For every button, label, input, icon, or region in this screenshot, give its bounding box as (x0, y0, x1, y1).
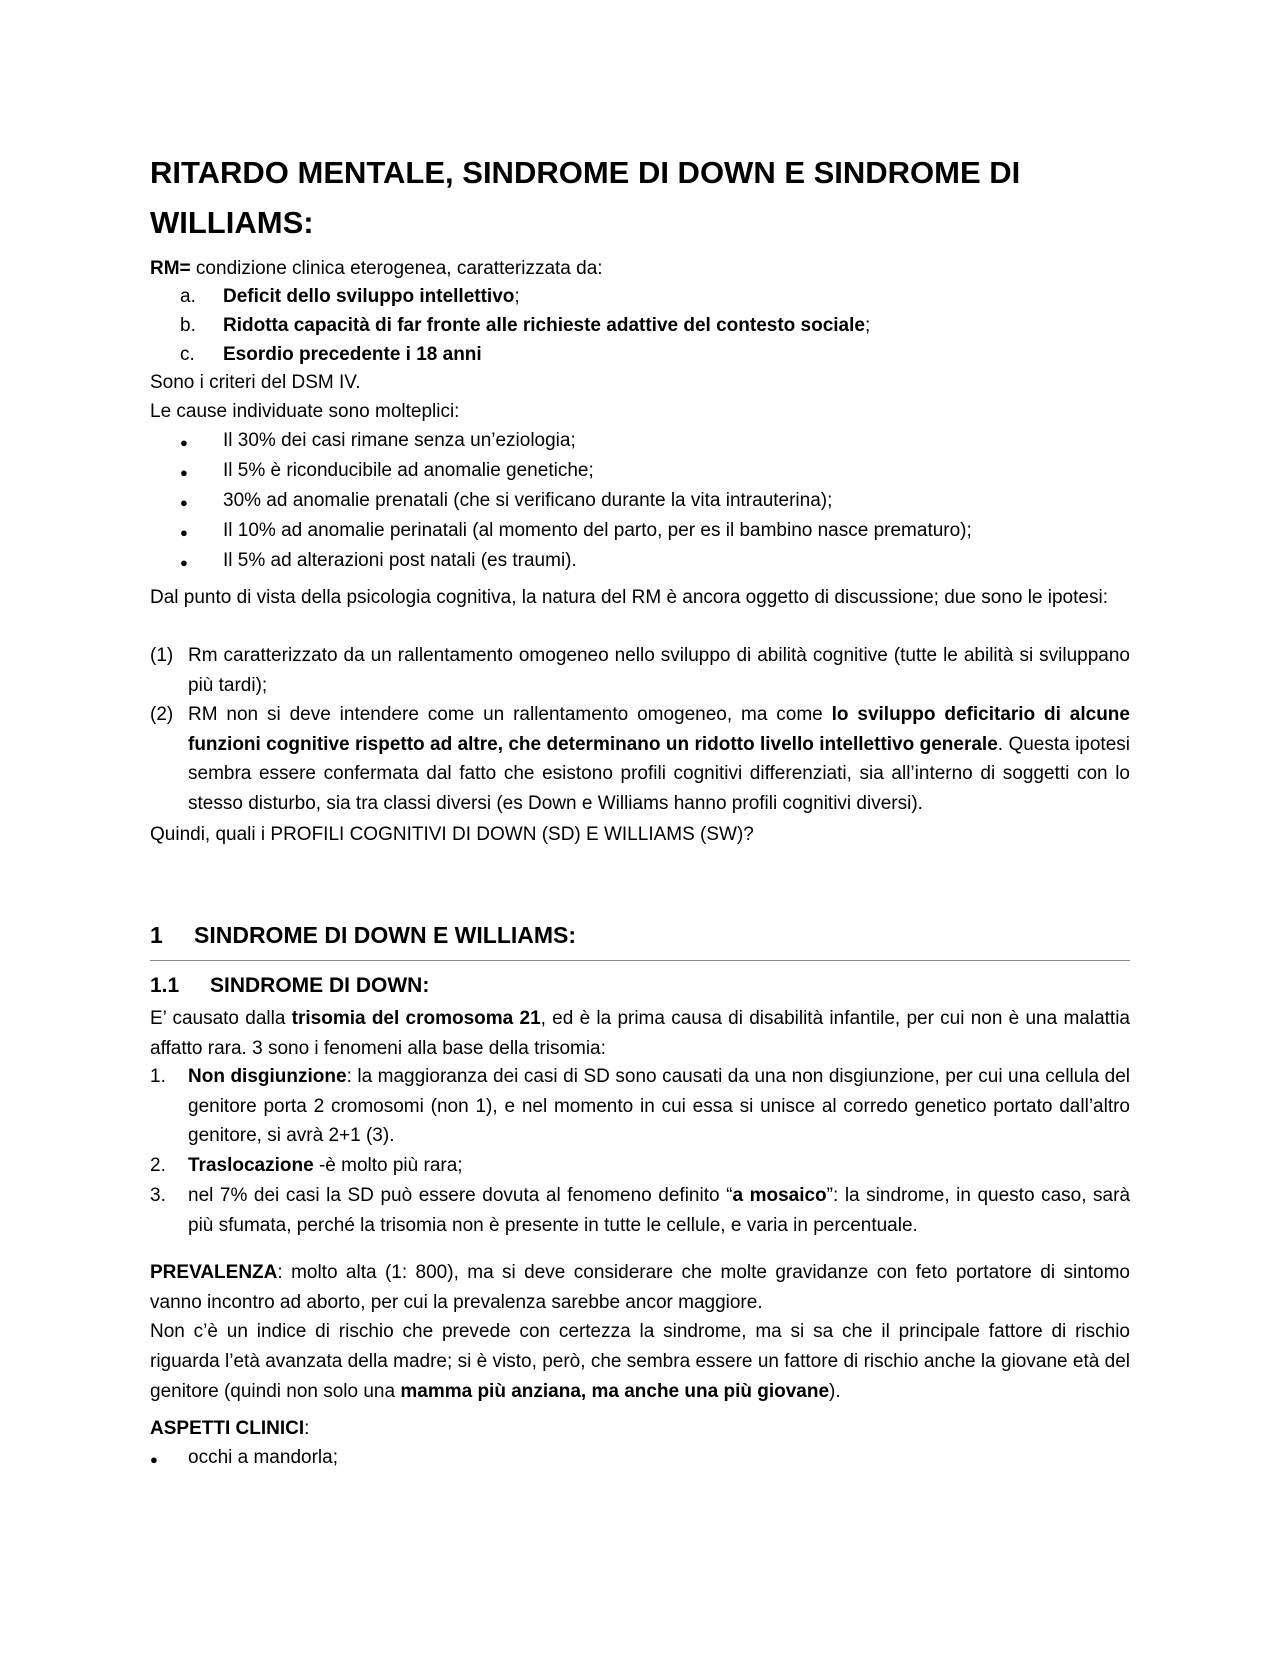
down-intro-post: , ed è la prima causa di disabilità infantile, per cui non è una malattia affatto rara. 3 sono i fenomeni alla base della trisomia: (150, 1008, 1130, 1059)
down-intro (150, 1004, 1130, 1064)
hypothesis-item (150, 641, 1130, 701)
phenomenon-text (188, 1062, 1130, 1151)
list-marker: (1) (150, 645, 174, 666)
phenomenon-bold: Traslocazione (188, 1155, 314, 1176)
section-title: SINDROME DI DOWN E WILLIAMS: (194, 922, 577, 948)
document-page (150, 0, 1130, 1656)
dsm-note: Sono i criteri del DSM IV. (150, 372, 361, 393)
phenomenon-pre: nel 7% dei casi la SD può essere dovuta al fenomeno definito “ (188, 1185, 733, 1206)
phenomenon-item (150, 1062, 1130, 1151)
list-marker: c. (180, 344, 195, 365)
prevalence-paragraph (150, 1258, 1130, 1318)
prevalence-text: : molto alta (1: 800), ma si deve considerare che molte gravidanze con feto portatore di sintomo vanno incontro ad aborto, per cui la prevalenza sarebbe ancor maggiore. (150, 1262, 1130, 1313)
risk-bold: mamma più anziana, ma anche una più giovane (400, 1381, 830, 1402)
down-intro-bold: trisomia del cromosoma 21 (291, 1008, 541, 1029)
list-marker: a. (180, 286, 196, 307)
question-line: Quindi, quali i PROFILI COGNITIVI DI DOWN (SD) E WILLIAMS (SW)? (150, 824, 754, 845)
cause-text: Il 5% ad alterazioni post natali (es traumi). (223, 550, 577, 571)
hypothesis-text: Rm caratterizzato da un rallentamento omogeneo nello sviluppo di abilità cognitive (tutte le abilità si sviluppano più tardi); (188, 645, 1130, 696)
phenomenon-bold: a mosaico (732, 1185, 827, 1206)
cause-text: Il 10% ad anomalie perinatali (al momento del parto, per es il bambino nasce prematuro); (223, 520, 972, 541)
phenomenon-item (150, 1151, 1130, 1181)
bullet-icon: ● (150, 1452, 158, 1467)
rm-text: condizione clinica eterogenea, caratterizzata da: (190, 258, 603, 279)
list-marker: 1. (150, 1066, 166, 1087)
clinical-colon: : (304, 1418, 310, 1439)
phenomenon-item (150, 1181, 1130, 1240)
phenomenon-post: ”: la sindrome, in questo caso, sarà più sfumata, perché la trisomia non è presente in tutte le cellule, e varia in percentuale. (188, 1185, 1131, 1236)
phenomenon-post: -è molto più rara; (313, 1155, 463, 1176)
cause-text: 30% ad anomalie prenatali (che si verificano durante la vita intrauterina); (223, 490, 833, 511)
hypothesis-text (188, 700, 1130, 818)
criteria-suffix: ; (514, 286, 520, 307)
down-intro-pre: E’ causato dalla (150, 1008, 292, 1029)
section-title: SINDROME DI DOWN: (210, 974, 430, 997)
phenomenon-text (188, 1181, 1130, 1240)
clinical-label: ASPETTI CLINICI (150, 1418, 305, 1439)
list-marker: b. (180, 315, 196, 336)
hypothesis-item (150, 700, 1130, 818)
criteria-suffix: ; (864, 315, 871, 336)
list-marker: (2) (150, 704, 174, 725)
prevalence-label: PREVALENZA (150, 1262, 278, 1283)
clinical-item-text: occhi a mandorla; (188, 1447, 338, 1468)
bullet-icon: ● (180, 435, 188, 450)
hypothesis-post: . Questa ipotesi sembra essere confermata dal fatto che esistono profili cognitivi differenziati, sia all’interno di soggetti con lo stesso disturbo, sia tra classi diversi (es Down e Williams hanno profili cognitivi diversi). (188, 733, 1130, 814)
list-marker: 2. (150, 1155, 166, 1176)
risk-paragraph (150, 1317, 1130, 1407)
risk-post: ). (829, 1381, 841, 1402)
phenomenon-text (188, 1151, 1130, 1181)
rm-definition (150, 256, 603, 282)
section-number: 1 (150, 922, 163, 948)
section-heading-1 (150, 922, 1130, 961)
bullet-icon: ● (180, 465, 188, 480)
bullet-icon: ● (180, 525, 188, 540)
document-title: RITARDO MENTALE, SINDROME DI DOWN E SINDROME DI WILLIAMS: (150, 155, 1021, 240)
criteria-text: Esordio precedente i 18 anni (223, 344, 482, 365)
criteria-text: Deficit dello sviluppo intellettivo (223, 286, 515, 307)
criteria-text: Ridotta capacità di far fronte alle richieste adattive del contesto sociale (223, 315, 865, 336)
cause-text: Il 5% è riconducibile ad anomalie genetiche; (223, 460, 594, 481)
section-number: 1.1 (150, 974, 180, 997)
cognitive-intro: Dal punto di vista della psicologia cognitiva, la natura del RM è ancora oggetto di discussione; due sono le ipotesi: (150, 587, 1108, 608)
risk-pre: Non c’è un indice di rischio che prevede con certezza la sindrome, ma si sa che il principale fattore di rischio riguarda l’età avanzata della madre; si è visto, però, che sembra essere un fattore di rischio anche la giovane età del genitore (quindi non solo una (150, 1321, 1130, 1402)
list-marker: 3. (150, 1185, 166, 1206)
bullet-icon: ● (180, 495, 188, 510)
cause-text: Il 30% dei casi rimane senza un’eziologia; (223, 430, 576, 451)
clinical-heading (150, 1416, 309, 1442)
rm-term: RM= (150, 258, 191, 279)
phenomenon-post: : la maggioranza dei casi di SD sono causati da una non disgiunzione, per cui una cellula del genitore porta 2 cromosomi (non 1), e nel momento in cui essa si unisce al corredo genetico portato dall’altro genitore, si avrà 2+1 (3). (188, 1066, 1130, 1146)
hypothesis-bold: lo sviluppo deficitario di alcune funzioni cognitive rispetto ad altre, che determinano un ridotto livello intellettivo generale (188, 704, 1130, 755)
causes-intro: Le cause individuate sono molteplici: (150, 401, 460, 422)
hypothesis-pre: RM non si deve intendere come un rallentamento omogeneo, ma come (188, 704, 832, 725)
phenomenon-bold: Non disgiunzione (188, 1066, 347, 1087)
bullet-icon: ● (180, 555, 188, 570)
